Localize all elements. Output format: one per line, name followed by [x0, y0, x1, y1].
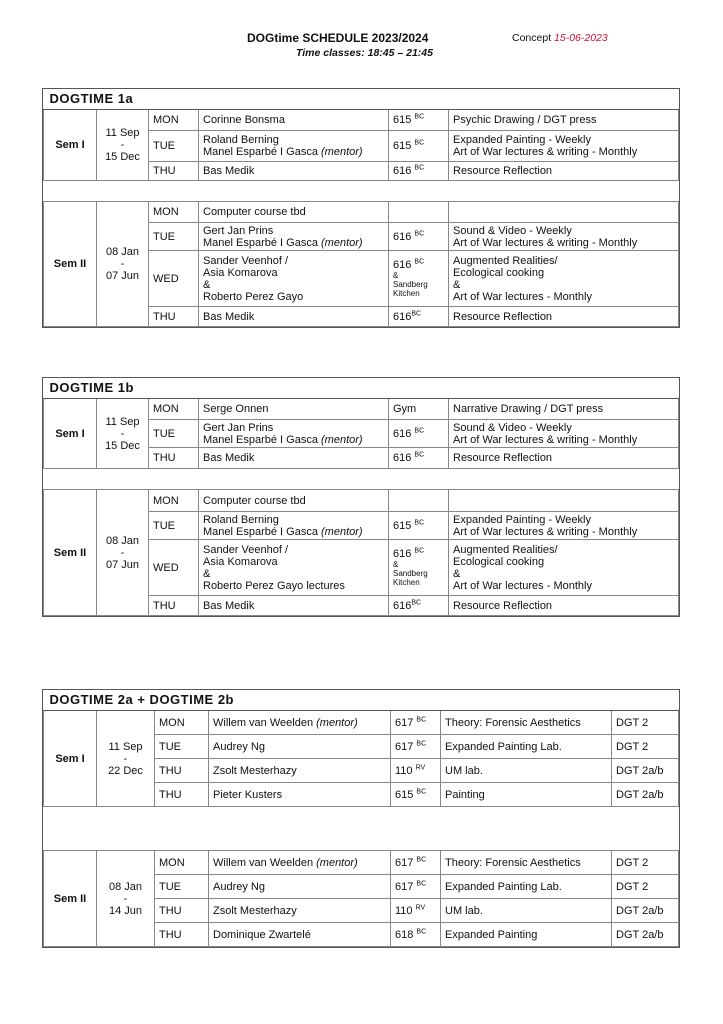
course-cell: Sound & Video - Weekly Art of War lectures & writing - Monthly — [449, 420, 679, 448]
semester-label: Sem II — [44, 490, 97, 616]
course-cell: Resource Reflection — [449, 596, 679, 616]
group-cell: DGT 2 — [612, 851, 679, 875]
room-cell: 615 $^{BC}$ — [389, 131, 449, 162]
document-title: DOGtime SCHEDULE 2023/2024 — [247, 31, 429, 45]
course-cell: Sound & Video - Weekly Art of War lectures & writing - Monthly — [449, 223, 679, 251]
group-cell: DGT 2a/b — [612, 783, 679, 807]
course-cell: Theory: Forensic Aesthetics — [441, 711, 612, 735]
room-cell: 616 $^{BC}$ & Sandberg Kitchen — [389, 540, 449, 596]
day-cell: THU — [149, 448, 199, 469]
semester-label: Sem II — [44, 851, 97, 947]
teacher-cell: Bas Medik — [199, 162, 389, 181]
room-cell: Gym — [389, 399, 449, 420]
teacher-cell: Computer course tbd — [199, 490, 389, 512]
room-cell: 615 $^{BC}$ — [389, 110, 449, 131]
group-cell: DGT 2a/b — [612, 923, 679, 947]
group-cell: DGT 2a/b — [612, 759, 679, 783]
room-cell: 618 $^{BC}$ — [391, 923, 441, 947]
teacher-cell: Audrey Ng — [209, 735, 391, 759]
room-cell: 617 $^{BC}$ — [391, 735, 441, 759]
course-cell: Psychic Drawing / DGT press — [449, 110, 679, 131]
teacher-cell: Bas Medik — [199, 307, 389, 327]
day-cell: THU — [149, 307, 199, 327]
course-cell: Resource Reflection — [449, 162, 679, 181]
teacher-cell: Roland Berning Manel Esparbé I Gasca (mentor) — [199, 512, 389, 540]
day-cell: TUE — [149, 223, 199, 251]
semester-dates: 08 Jan - 14 Jun — [97, 851, 155, 947]
spacer-row — [44, 469, 679, 490]
room-cell: 110 $^{RV}$ — [391, 759, 441, 783]
room-cell: $616^{BC}$ — [389, 307, 449, 327]
room-cell: 616 $^{BC}$ — [389, 420, 449, 448]
day-cell: MON — [149, 399, 199, 420]
day-cell: THU — [155, 783, 209, 807]
teacher-cell: Bas Medik — [199, 448, 389, 469]
dogtime-1b-table — [42, 377, 680, 617]
room-cell — [389, 202, 449, 223]
day-cell: THU — [149, 162, 199, 181]
concept-note — [512, 32, 608, 44]
teacher-cell: Gert Jan Prins Manel Esparbé I Gasca (mentor) — [199, 223, 389, 251]
room-cell: 617 $^{BC}$ — [391, 875, 441, 899]
course-cell: Expanded Painting Lab. — [441, 875, 612, 899]
teacher-cell: Computer course tbd — [199, 202, 389, 223]
section-title: DOGTIME 1b — [44, 378, 679, 399]
group-cell: DGT 2 — [612, 735, 679, 759]
teacher-cell: Serge Onnen — [199, 399, 389, 420]
section-title: DOGTIME 2a + DOGTIME 2b — [44, 690, 679, 711]
day-cell: WED — [149, 540, 199, 596]
day-cell: MON — [149, 202, 199, 223]
concept-date: 15-06-2023 — [554, 32, 608, 44]
course-cell: Resource Reflection — [449, 307, 679, 327]
room-cell: $616^{BC}$ — [389, 596, 449, 616]
day-cell: TUE — [149, 420, 199, 448]
teacher-cell: Zsolt Mesterhazy — [209, 759, 391, 783]
group-cell: DGT 2 — [612, 711, 679, 735]
day-cell: TUE — [149, 131, 199, 162]
semester-dates: 11 Sep - 22 Dec — [97, 711, 155, 807]
course-cell: Expanded Painting - Weekly Art of War lectures & writing - Monthly — [449, 131, 679, 162]
semester-label: Sem I — [44, 711, 97, 807]
class-time: Time classes: 18:45 – 21:45 — [296, 47, 433, 59]
course-cell: Augmented Realities/ Ecological cooking & Art of War lectures - Monthly — [449, 251, 679, 307]
room-cell — [389, 490, 449, 512]
spacer-row — [44, 807, 679, 851]
course-cell: Narrative Drawing / DGT press — [449, 399, 679, 420]
concept-label: Concept — [512, 32, 552, 44]
day-cell: TUE — [149, 512, 199, 540]
semester-label: Sem II — [44, 202, 97, 327]
course-cell: Augmented Realities/ Ecological cooking & Art of War lectures - Monthly — [449, 540, 679, 596]
day-cell: TUE — [155, 875, 209, 899]
day-cell: MON — [149, 110, 199, 131]
teacher-cell: Pieter Kusters — [209, 783, 391, 807]
course-cell: Expanded Painting — [441, 923, 612, 947]
dogtime-1a-table — [42, 88, 680, 328]
day-cell: MON — [155, 851, 209, 875]
day-cell: THU — [155, 923, 209, 947]
course-cell: UM lab. — [441, 759, 612, 783]
room-cell: 615 $^{BC}$ — [389, 512, 449, 540]
room-cell: 615 $^{BC}$ — [391, 783, 441, 807]
course-cell: Resource Reflection — [449, 448, 679, 469]
course-cell: UM lab. — [441, 899, 612, 923]
room-cell: 616 $^{BC}$ & Sandberg Kitchen — [389, 251, 449, 307]
teacher-cell: Audrey Ng — [209, 875, 391, 899]
day-cell: THU — [155, 899, 209, 923]
teacher-cell: Gert Jan Prins Manel Esparbé I Gasca (mentor) — [199, 420, 389, 448]
teacher-cell: Willem van Weelden (mentor) — [209, 851, 391, 875]
day-cell: WED — [149, 251, 199, 307]
teacher-cell: Bas Medik — [199, 596, 389, 616]
room-cell: 110 $^{RV}$ — [391, 899, 441, 923]
day-cell: TUE — [155, 735, 209, 759]
teacher-cell: Willem van Weelden (mentor) — [209, 711, 391, 735]
course-cell — [449, 202, 679, 223]
teacher-cell: Sander Veenhof / Asia Komarova & Roberto Perez Gayo lectures — [199, 540, 389, 596]
document-header — [0, 0, 723, 70]
spacer-row — [44, 181, 679, 202]
day-cell: THU — [155, 759, 209, 783]
group-cell: DGT 2a/b — [612, 899, 679, 923]
room-cell: 616 $^{BC}$ — [389, 223, 449, 251]
group-cell: DGT 2 — [612, 875, 679, 899]
section-title: DOGTIME 1a — [44, 89, 679, 110]
teacher-cell: Corinne Bonsma — [199, 110, 389, 131]
course-cell: Expanded Painting - Weekly Art of War lectures & writing - Monthly — [449, 512, 679, 540]
teacher-cell: Sander Veenhof / Asia Komarova & Roberto Perez Gayo — [199, 251, 389, 307]
semester-dates: 08 Jan - 07 Jun — [97, 490, 149, 616]
semester-dates: 11 Sep - 15 Dec — [97, 399, 149, 469]
room-cell: 617 $^{BC}$ — [391, 851, 441, 875]
course-cell: Theory: Forensic Aesthetics — [441, 851, 612, 875]
teacher-cell: Roland Berning Manel Esparbé I Gasca (mentor) — [199, 131, 389, 162]
day-cell: MON — [155, 711, 209, 735]
teacher-cell: Dominique Zwartelé — [209, 923, 391, 947]
day-cell: THU — [149, 596, 199, 616]
course-cell: Painting — [441, 783, 612, 807]
day-cell: MON — [149, 490, 199, 512]
course-cell: Expanded Painting Lab. — [441, 735, 612, 759]
dogtime-2-table — [42, 689, 680, 948]
teacher-cell: Zsolt Mesterhazy — [209, 899, 391, 923]
course-cell — [449, 490, 679, 512]
room-cell: 617 $^{BC}$ — [391, 711, 441, 735]
semester-label: Sem I — [44, 110, 97, 181]
semester-dates: 08 Jan - 07 Jun — [97, 202, 149, 327]
semester-dates: 11 Sep - 15 Dec — [97, 110, 149, 181]
semester-label: Sem I — [44, 399, 97, 469]
room-cell: 616 $^{BC}$ — [389, 162, 449, 181]
room-cell: 616 $^{BC}$ — [389, 448, 449, 469]
